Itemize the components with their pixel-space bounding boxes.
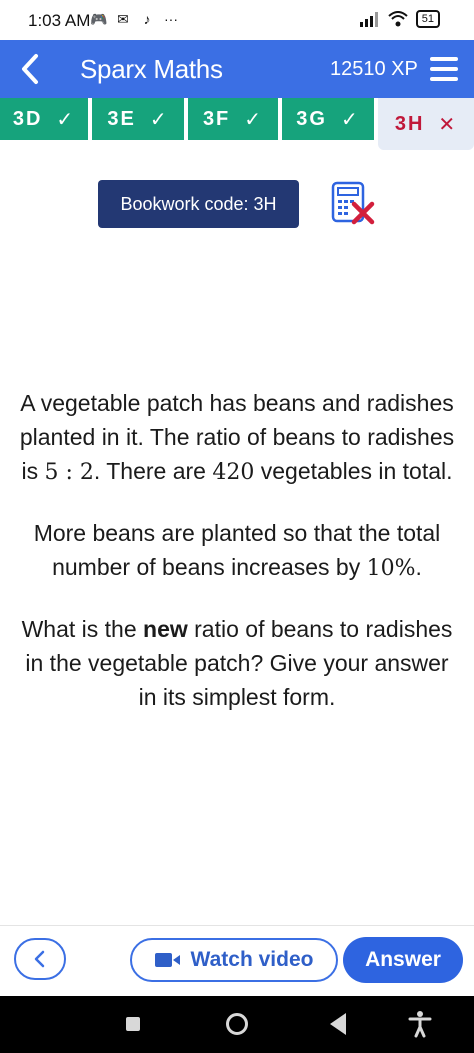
tab-label: 3G <box>296 107 327 130</box>
tab-3g[interactable] <box>282 98 374 140</box>
watch-video-label: Watch video <box>190 948 314 971</box>
chevron-left-icon <box>30 949 50 969</box>
menu-button[interactable] <box>428 54 460 84</box>
status-bar <box>0 0 474 40</box>
app-header <box>0 40 474 98</box>
tab-label: 3F <box>202 107 231 130</box>
watch-video-button[interactable] <box>130 938 338 982</box>
tab-3d[interactable] <box>0 98 88 140</box>
calculator-not-allowed-icon <box>330 180 376 226</box>
divider <box>0 925 474 926</box>
check-icon: ✓ <box>340 108 360 131</box>
tab-3f[interactable] <box>188 98 278 140</box>
message-icon: ✉ <box>117 11 129 27</box>
task-tabs <box>0 98 474 142</box>
tab-3h[interactable] <box>378 98 474 150</box>
status-time: 1:03 AM <box>28 11 91 30</box>
battery-icon: 51 <box>416 10 440 28</box>
system-navigation-bar <box>0 996 474 1053</box>
signal-icon <box>360 11 380 27</box>
app-title: Sparx Maths <box>80 54 223 84</box>
notification-icons <box>90 10 180 28</box>
percent-value: 10% <box>366 556 416 581</box>
question-paragraph-1: A vegetable patch has beans and radishes planted in it. The ratio of beans to radishes is 5 : 2. There are 420 vegetables in total. <box>19 390 455 485</box>
question-paragraph-2: More beans are planted so that the total number of beans increases by 10%. <box>33 520 441 581</box>
tab-3e[interactable] <box>92 98 184 140</box>
recent-apps-icon[interactable] <box>126 1017 140 1031</box>
tab-label: 3D <box>12 107 43 130</box>
game-controller-icon: 🎮 <box>90 11 108 27</box>
bookwork-code: Bookwork code: 3H <box>98 180 299 228</box>
previous-button[interactable] <box>14 938 66 980</box>
cross-icon: ✕ <box>438 113 458 136</box>
more-notifications: ··· <box>164 11 178 27</box>
hamburger-menu-icon <box>428 54 460 84</box>
system-icons <box>360 10 440 28</box>
tab-label: 3E <box>107 107 136 130</box>
check-icon: ✓ <box>244 108 264 131</box>
wifi-icon <box>388 11 408 27</box>
emphasis-new: new <box>143 616 188 642</box>
tab-label: 3H <box>394 112 425 135</box>
back-triangle-icon[interactable] <box>330 1013 346 1035</box>
home-icon[interactable] <box>226 1013 248 1035</box>
chevron-left-icon <box>8 46 52 92</box>
xp-counter: 12510 XP <box>330 58 418 80</box>
check-icon: ✓ <box>149 108 169 131</box>
answer-button[interactable]: Answer <box>343 937 463 983</box>
check-icon: ✓ <box>56 108 76 131</box>
accessibility-icon[interactable] <box>408 1010 432 1038</box>
tiktok-icon: ♪ <box>143 11 151 27</box>
total-value: 420 <box>212 460 255 485</box>
video-camera-icon <box>155 951 181 969</box>
question-paragraph-3: What is the new ratio of beans to radishes in the vegetable patch? Give your answer in its simplest form. <box>21 616 453 710</box>
back-button[interactable] <box>8 46 52 92</box>
question-text <box>14 386 460 740</box>
ratio-value: 5 : 2 <box>44 460 94 485</box>
